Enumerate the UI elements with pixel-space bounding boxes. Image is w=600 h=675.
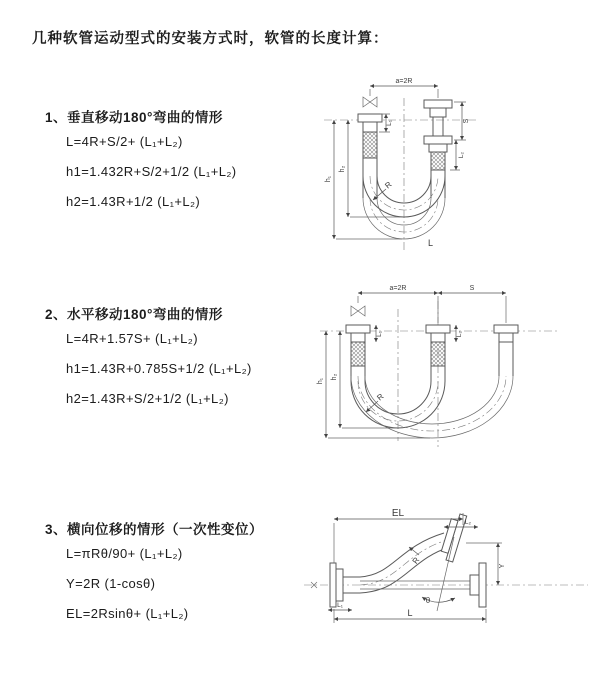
section-3 — [45, 518, 263, 635]
dim-label-r: R — [375, 391, 386, 403]
page-title: 几种软管运动型式的安装方式时，软管的长度计算： — [32, 31, 389, 47]
dim-label-s: S — [469, 285, 475, 292]
hose-u-bends — [351, 366, 513, 438]
hose-fitting-left — [358, 114, 382, 158]
hose-fitting-left — [346, 325, 370, 366]
section-3-heading: 3、横向位移的情形（一次性变位） — [45, 522, 264, 537]
radius-leader — [366, 401, 378, 412]
formula-l: L=4R+S/2+ (L₁+L₂) — [66, 134, 183, 149]
dim-label-el: EL — [391, 508, 405, 519]
diagram-lateral-displacement — [298, 503, 598, 639]
formula-h1: h1=1.43R+0.785S+1/2 (L₁+L₂) — [66, 361, 252, 376]
dim-label-h2: h₂ — [331, 373, 338, 381]
diagram-horizontal-bend — [310, 281, 596, 453]
radius-leader — [409, 547, 419, 555]
hose-s-curve — [360, 533, 450, 593]
dim-label-a2r: a=2R — [389, 285, 407, 292]
formula-h1: h1=1.432R+S/2+1/2 (L₁+L₂) — [66, 164, 237, 179]
dim-label-l2: L₂ — [458, 151, 465, 159]
dim-label-l1: L₁ — [337, 602, 343, 609]
formula-h2: h2=1.43R+S/2+1/2 (L₁+L₂) — [66, 391, 229, 406]
flange-upper — [439, 512, 466, 562]
dim-label-l2: L₂ — [456, 330, 463, 338]
section-1 — [45, 106, 237, 223]
dim-label-a2r: a=2R — [395, 78, 413, 85]
valve-icon — [351, 306, 365, 316]
formula-h2: h2=1.43R+1/2 (L₁+L₂) — [66, 194, 201, 209]
formula-l: L=πRθ/90+ (L₁+L₂) — [66, 546, 183, 561]
dim-label-l: L — [407, 608, 413, 618]
angle-label-theta: θ — [425, 596, 431, 605]
diagram-vertical-bend — [310, 74, 572, 256]
dim-label-h1: h₁ — [317, 377, 324, 385]
dim-label-h2: h₂ — [339, 165, 346, 173]
dim-label-s: S — [463, 118, 470, 124]
dim-label-l1: L₁ — [386, 120, 393, 126]
section-2-heading: 2、水平移动180°弯曲的情形 — [45, 307, 223, 322]
dim-label-r: R — [410, 555, 422, 566]
dim-label-h1: h₁ — [325, 175, 332, 183]
hose-fitting-right — [424, 100, 452, 170]
hose-fitting-right-shifted — [494, 325, 518, 376]
formula-y: Y=2R (1-cosθ) — [66, 576, 156, 591]
hose-fitting-center — [426, 325, 450, 366]
valve-icon — [363, 97, 377, 107]
section-1-heading: 1、垂直移动180°弯曲的情形 — [45, 110, 223, 125]
formula-l: L=4R+1.57S+ (L₁+L₂) — [66, 331, 198, 346]
dim-label-l: L — [428, 238, 434, 248]
section-2 — [45, 303, 252, 420]
dim-label-r: R — [383, 179, 394, 191]
formula-el: EL=2Rsinθ+ (L₁+L₂) — [66, 606, 189, 621]
dim-label-y: Y — [499, 563, 506, 569]
dim-label-l1: L₁ — [376, 331, 383, 337]
dim-label-l2: L₂ — [464, 519, 472, 526]
